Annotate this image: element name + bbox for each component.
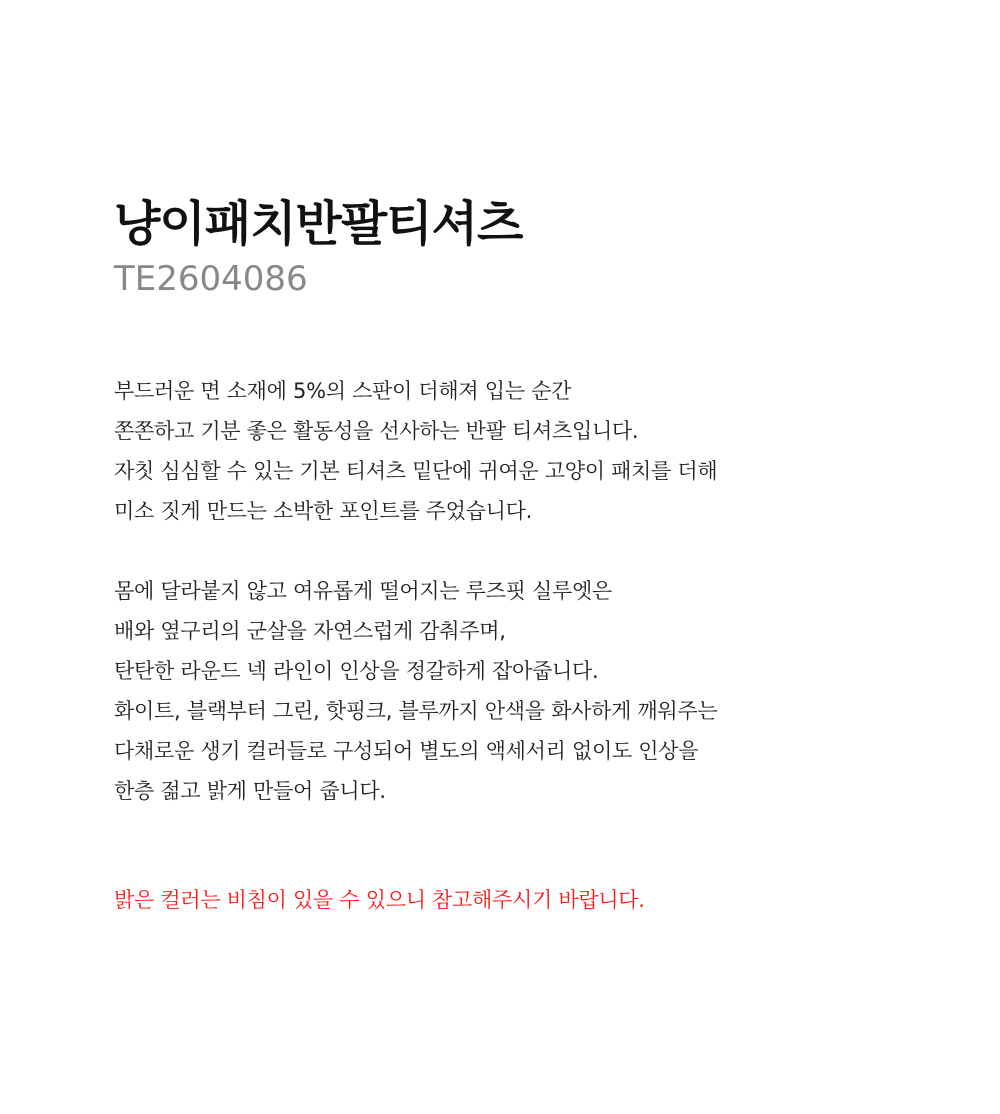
description-line: 다채로운 생기 컬러들로 구성되어 별도의 액세서리 없이도 인상을 [114, 739, 699, 763]
description-line: 한층 젊고 밝게 만들어 줍니다. [114, 779, 386, 803]
description-line: 탄탄한 라운드 넥 라인이 인상을 정갈하게 잡아줍니다. [114, 659, 599, 683]
description-line: 미소 짓게 만드는 소박한 포인트를 주었습니다. [114, 499, 532, 523]
color-notice: 밝은 컬러는 비침이 있을 수 있으니 참고해주시기 바랍니다. [114, 888, 645, 912]
product-title: 냥이패치반팔티셔츠 [114, 196, 523, 252]
description-line: 화이트, 블랙부터 그린, 핫핑크, 블루까지 안색을 화사하게 깨워주는 [114, 699, 718, 723]
description-line: 몸에 달라붙지 않고 여유롭게 떨어지는 루즈핏 실루엣은 [114, 579, 612, 603]
description-line: 자칫 심심할 수 있는 기본 티셔츠 밑단에 귀여운 고양이 패치를 더해 [114, 459, 718, 483]
description-line: 배와 옆구리의 군살을 자연스럽게 감춰주며, [114, 619, 506, 643]
product-header [114, 192, 960, 302]
description-line: 부드러운 면 소재에 5%의 스판이 더해져 입는 순간 [114, 379, 572, 403]
product-code: TE2604086 [114, 259, 308, 299]
description-paragraph-1 [114, 371, 970, 531]
description-paragraph-2 [114, 571, 970, 811]
description-line: 쫀쫀하고 기분 좋은 활동성을 선사하는 반팔 티셔츠입니다. [114, 419, 639, 443]
